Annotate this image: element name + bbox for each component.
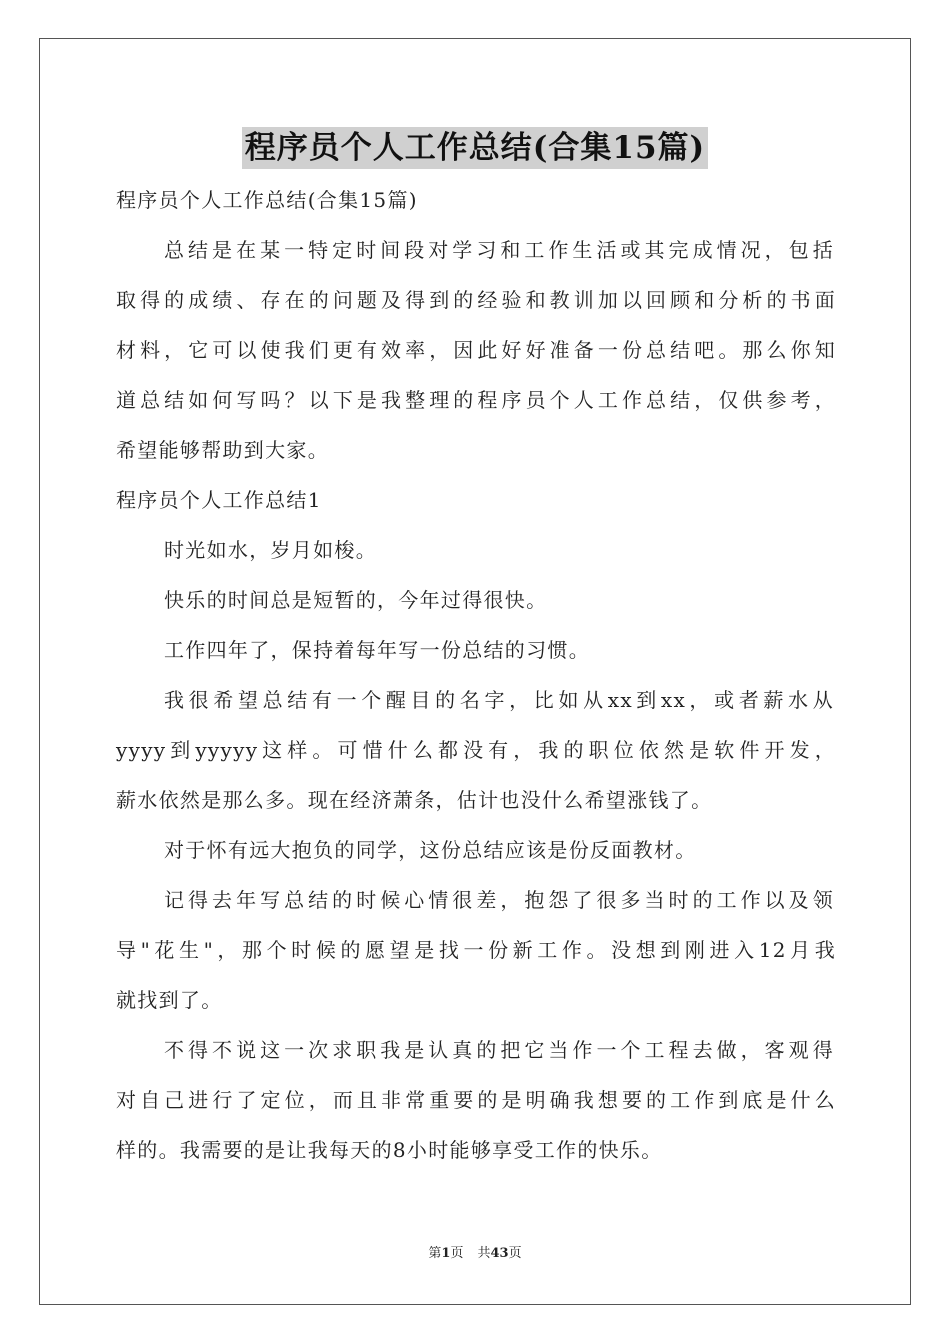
paragraph-line: 导"花生"，那个时候的愿望是找一份新工作。没想到刚进入12月我 (116, 938, 836, 962)
total-suffix: 页 (508, 1246, 522, 1261)
paragraph-line: 取得的成绩、存在的问题及得到的经验和教训加以回顾和分析的书面 (116, 288, 836, 312)
section-heading: 程序员个人工作总结1 (116, 488, 322, 512)
paragraph-line: 薪水依然是那么多。现在经济萧条，估计也没什么希望涨钱了。 (116, 788, 713, 812)
paragraph-line: 工作四年了，保持着每年写一份总结的习惯。 (164, 638, 590, 662)
paragraph-line: 就找到了。 (116, 988, 223, 1012)
page-footer (0, 1246, 950, 1262)
paragraph-line: 对于怀有远大抱负的同学，这份总结应该是份反面教材。 (164, 838, 697, 862)
paragraph-line: 希望能够帮助到大家。 (116, 438, 329, 462)
paragraph-line: 时光如水，岁月如梭。 (164, 538, 377, 562)
subtitle-line: 程序员个人工作总结(合集15篇) (116, 188, 418, 212)
paragraph-line: 样的。我需要的是让我每天的8小时能够享受工作的快乐。 (116, 1138, 663, 1162)
total-prefix: 共 (477, 1246, 491, 1261)
paragraph-line: 记得去年写总结的时候心情很差，抱怨了很多当时的工作以及领 (164, 888, 834, 912)
page-prefix: 第 (428, 1246, 442, 1261)
paragraph-line: 材料，它可以使我们更有效率，因此好好准备一份总结吧。那么你知 (116, 338, 836, 362)
paragraph-line: 我很希望总结有一个醒目的名字，比如从xx到xx，或者薪水从 (164, 688, 834, 712)
page-suffix: 页 (450, 1246, 464, 1261)
paragraph-line: 对自己进行了定位，而且非常重要的是明确我想要的工作到底是什么 (116, 1088, 836, 1112)
page-border (39, 38, 911, 1305)
paragraph-line: 道总结如何写吗？以下是我整理的程序员个人工作总结，仅供参考， (116, 388, 836, 412)
title-container (0, 127, 950, 169)
paragraph-line: yyyy到yyyyy这样。可惜什么都没有，我的职位依然是软件开发， (116, 738, 836, 762)
paragraph-line: 总结是在某一特定时间段对学习和工作生活或其完成情况，包括 (164, 238, 834, 262)
paragraph-line: 不得不说这一次求职我是认真的把它当作一个工程去做，客观得 (164, 1038, 834, 1062)
page-total: 43 (490, 1246, 509, 1261)
page-current: 1 (441, 1246, 451, 1261)
paragraph-line: 快乐的时间总是短暂的，今年过得很快。 (164, 588, 548, 612)
document-title: 程序员个人工作总结(合集15篇) (242, 127, 708, 169)
